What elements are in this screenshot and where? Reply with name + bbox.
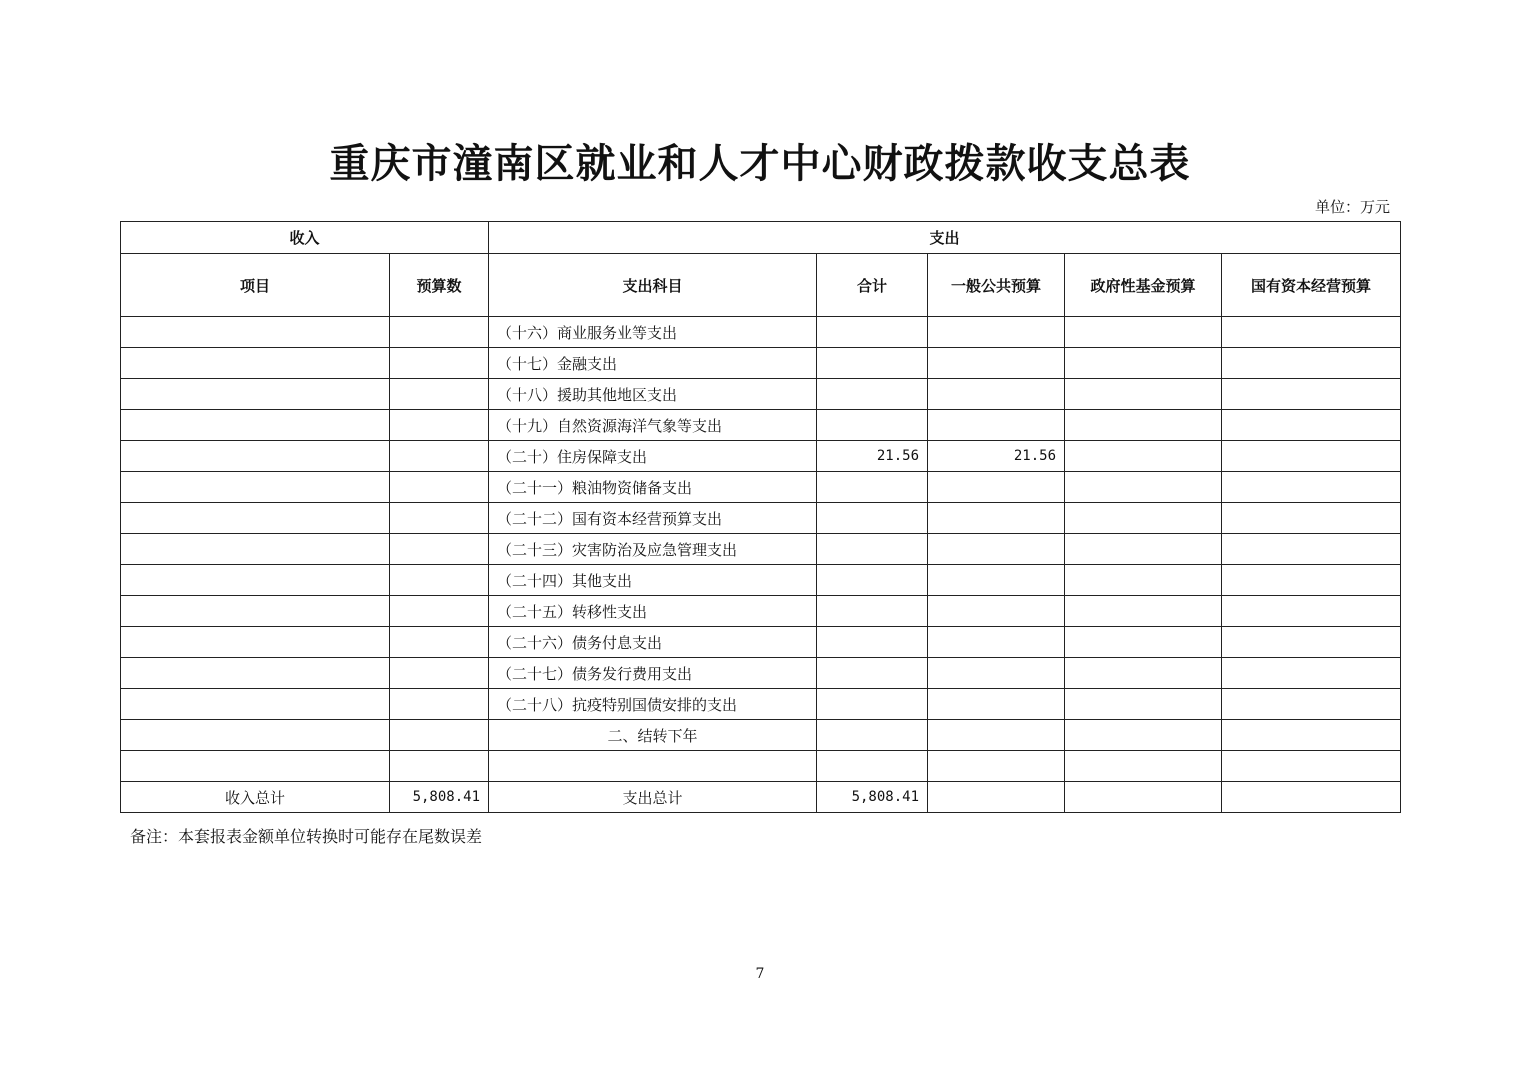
column-header-state-capital-budget: 国有资本经营预算	[1222, 254, 1401, 317]
cell-fund-budget	[1065, 503, 1222, 534]
cell-state-capital-budget	[1222, 782, 1401, 813]
cell-general-budget	[928, 410, 1065, 441]
cell-state-capital-budget	[1222, 596, 1401, 627]
column-header-subject: 支出科目	[489, 254, 817, 317]
header-row-groups	[121, 222, 1401, 254]
cell-fund-budget	[1065, 441, 1222, 472]
cell-total: 21.56	[817, 441, 928, 472]
cell-item	[121, 596, 390, 627]
cell-subject: （二十二）国有资本经营预算支出	[489, 503, 817, 534]
cell-fund-budget	[1065, 596, 1222, 627]
table-row	[121, 658, 1401, 689]
cell-subject: （二十一）粮油物资储备支出	[489, 472, 817, 503]
cell-subject	[489, 751, 817, 782]
cell-total	[817, 317, 928, 348]
cell-state-capital-budget	[1222, 534, 1401, 565]
cell-total	[817, 658, 928, 689]
cell-state-capital-budget	[1222, 720, 1401, 751]
table-row	[121, 565, 1401, 596]
cell-general-budget	[928, 596, 1065, 627]
cell-item	[121, 565, 390, 596]
column-header-budget: 预算数	[390, 254, 489, 317]
table-row	[121, 348, 1401, 379]
table-row	[121, 441, 1401, 472]
cell-general-budget	[928, 627, 1065, 658]
cell-general-budget	[928, 565, 1065, 596]
cell-subject: （二十六）债务付息支出	[489, 627, 817, 658]
cell-state-capital-budget	[1222, 410, 1401, 441]
cell-total	[817, 379, 928, 410]
column-header-general-budget: 一般公共预算	[928, 254, 1065, 317]
table-row	[121, 503, 1401, 534]
table-row	[121, 379, 1401, 410]
cell-fund-budget	[1065, 534, 1222, 565]
unit-label: 单位：万元	[1314, 198, 1390, 216]
cell-general-budget	[928, 720, 1065, 751]
cell-total	[817, 720, 928, 751]
cell-state-capital-budget	[1222, 689, 1401, 720]
table-row	[121, 720, 1401, 751]
cell-budget	[390, 348, 489, 379]
cell-general-budget: 21.56	[928, 441, 1065, 472]
table-row	[121, 689, 1401, 720]
table-row	[121, 534, 1401, 565]
cell-state-capital-budget	[1222, 441, 1401, 472]
cell-item	[121, 472, 390, 503]
cell-item	[121, 534, 390, 565]
cell-item	[121, 627, 390, 658]
cell-fund-budget	[1065, 658, 1222, 689]
cell-total	[817, 565, 928, 596]
cell-subject: （二十五）转移性支出	[489, 596, 817, 627]
cell-item	[121, 379, 390, 410]
cell-state-capital-budget	[1222, 751, 1401, 782]
cell-total	[817, 627, 928, 658]
cell-state-capital-budget	[1222, 317, 1401, 348]
cell-item	[121, 348, 390, 379]
cell-state-capital-budget	[1222, 472, 1401, 503]
cell-fund-budget	[1065, 751, 1222, 782]
cell-budget	[390, 410, 489, 441]
table-row	[121, 782, 1401, 813]
cell-fund-budget	[1065, 565, 1222, 596]
cell-budget	[390, 379, 489, 410]
table-row	[121, 627, 1401, 658]
cell-subject: 支出总计	[489, 782, 817, 813]
cell-budget	[390, 720, 489, 751]
cell-total	[817, 348, 928, 379]
cell-general-budget	[928, 658, 1065, 689]
cell-fund-budget	[1065, 689, 1222, 720]
cell-budget	[390, 751, 489, 782]
table-row	[121, 317, 1401, 348]
cell-total	[817, 689, 928, 720]
cell-item	[121, 720, 390, 751]
cell-subject: （二十三）灾害防治及应急管理支出	[489, 534, 817, 565]
cell-fund-budget	[1065, 782, 1222, 813]
cell-budget	[390, 317, 489, 348]
cell-state-capital-budget	[1222, 503, 1401, 534]
cell-general-budget	[928, 689, 1065, 720]
cell-general-budget	[928, 782, 1065, 813]
budget-table	[120, 221, 1401, 813]
cell-state-capital-budget	[1222, 565, 1401, 596]
cell-budget	[390, 689, 489, 720]
cell-total	[817, 751, 928, 782]
cell-item	[121, 658, 390, 689]
cell-subject: （十九）自然资源海洋气象等支出	[489, 410, 817, 441]
header-row-columns	[121, 254, 1401, 317]
cell-fund-budget	[1065, 472, 1222, 503]
cell-subject: （二十八）抗疫特别国债安排的支出	[489, 689, 817, 720]
cell-general-budget	[928, 348, 1065, 379]
table-row	[121, 751, 1401, 782]
column-header-fund-budget: 政府性基金预算	[1065, 254, 1222, 317]
cell-general-budget	[928, 534, 1065, 565]
table-body	[121, 317, 1401, 813]
cell-subject: （二十七）债务发行费用支出	[489, 658, 817, 689]
cell-total	[817, 534, 928, 565]
page-number: 7	[755, 966, 765, 982]
cell-budget	[390, 503, 489, 534]
cell-subject: （十七）金融支出	[489, 348, 817, 379]
cell-general-budget	[928, 472, 1065, 503]
cell-fund-budget	[1065, 410, 1222, 441]
cell-total	[817, 596, 928, 627]
footnote: 备注：本套报表金额单位转换时可能存在尾数误差	[130, 827, 483, 846]
cell-item: 收入总计	[121, 782, 390, 813]
table-row	[121, 596, 1401, 627]
cell-item	[121, 751, 390, 782]
cell-total	[817, 472, 928, 503]
cell-budget	[390, 534, 489, 565]
cell-item	[121, 441, 390, 472]
cell-subject: 二、结转下年	[489, 720, 817, 751]
cell-budget	[390, 472, 489, 503]
cell-fund-budget	[1065, 317, 1222, 348]
column-header-item: 项目	[121, 254, 390, 317]
cell-fund-budget	[1065, 348, 1222, 379]
cell-budget	[390, 441, 489, 472]
cell-state-capital-budget	[1222, 348, 1401, 379]
cell-general-budget	[928, 317, 1065, 348]
cell-item	[121, 503, 390, 534]
cell-general-budget	[928, 503, 1065, 534]
cell-state-capital-budget	[1222, 379, 1401, 410]
table-row	[121, 410, 1401, 441]
table-row	[121, 472, 1401, 503]
page-title: 重庆市潼南区就业和人才中心财政拨款收支总表	[329, 140, 1191, 187]
cell-fund-budget	[1065, 627, 1222, 658]
income-group-header: 收入	[121, 222, 489, 254]
cell-general-budget	[928, 379, 1065, 410]
cell-subject: （十六）商业服务业等支出	[489, 317, 817, 348]
cell-subject: （二十）住房保障支出	[489, 441, 817, 472]
cell-state-capital-budget	[1222, 658, 1401, 689]
cell-item	[121, 689, 390, 720]
expense-group-header: 支出	[489, 222, 1401, 254]
cell-fund-budget	[1065, 720, 1222, 751]
cell-budget	[390, 596, 489, 627]
cell-total: 5,808.41	[817, 782, 928, 813]
cell-item	[121, 317, 390, 348]
cell-subject: （十八）援助其他地区支出	[489, 379, 817, 410]
cell-total	[817, 503, 928, 534]
cell-item	[121, 410, 390, 441]
cell-general-budget	[928, 751, 1065, 782]
cell-budget	[390, 627, 489, 658]
cell-budget: 5,808.41	[390, 782, 489, 813]
cell-total	[817, 410, 928, 441]
cell-state-capital-budget	[1222, 627, 1401, 658]
cell-budget	[390, 658, 489, 689]
cell-fund-budget	[1065, 379, 1222, 410]
cell-subject: （二十四）其他支出	[489, 565, 817, 596]
column-header-total: 合计	[817, 254, 928, 317]
cell-budget	[390, 565, 489, 596]
